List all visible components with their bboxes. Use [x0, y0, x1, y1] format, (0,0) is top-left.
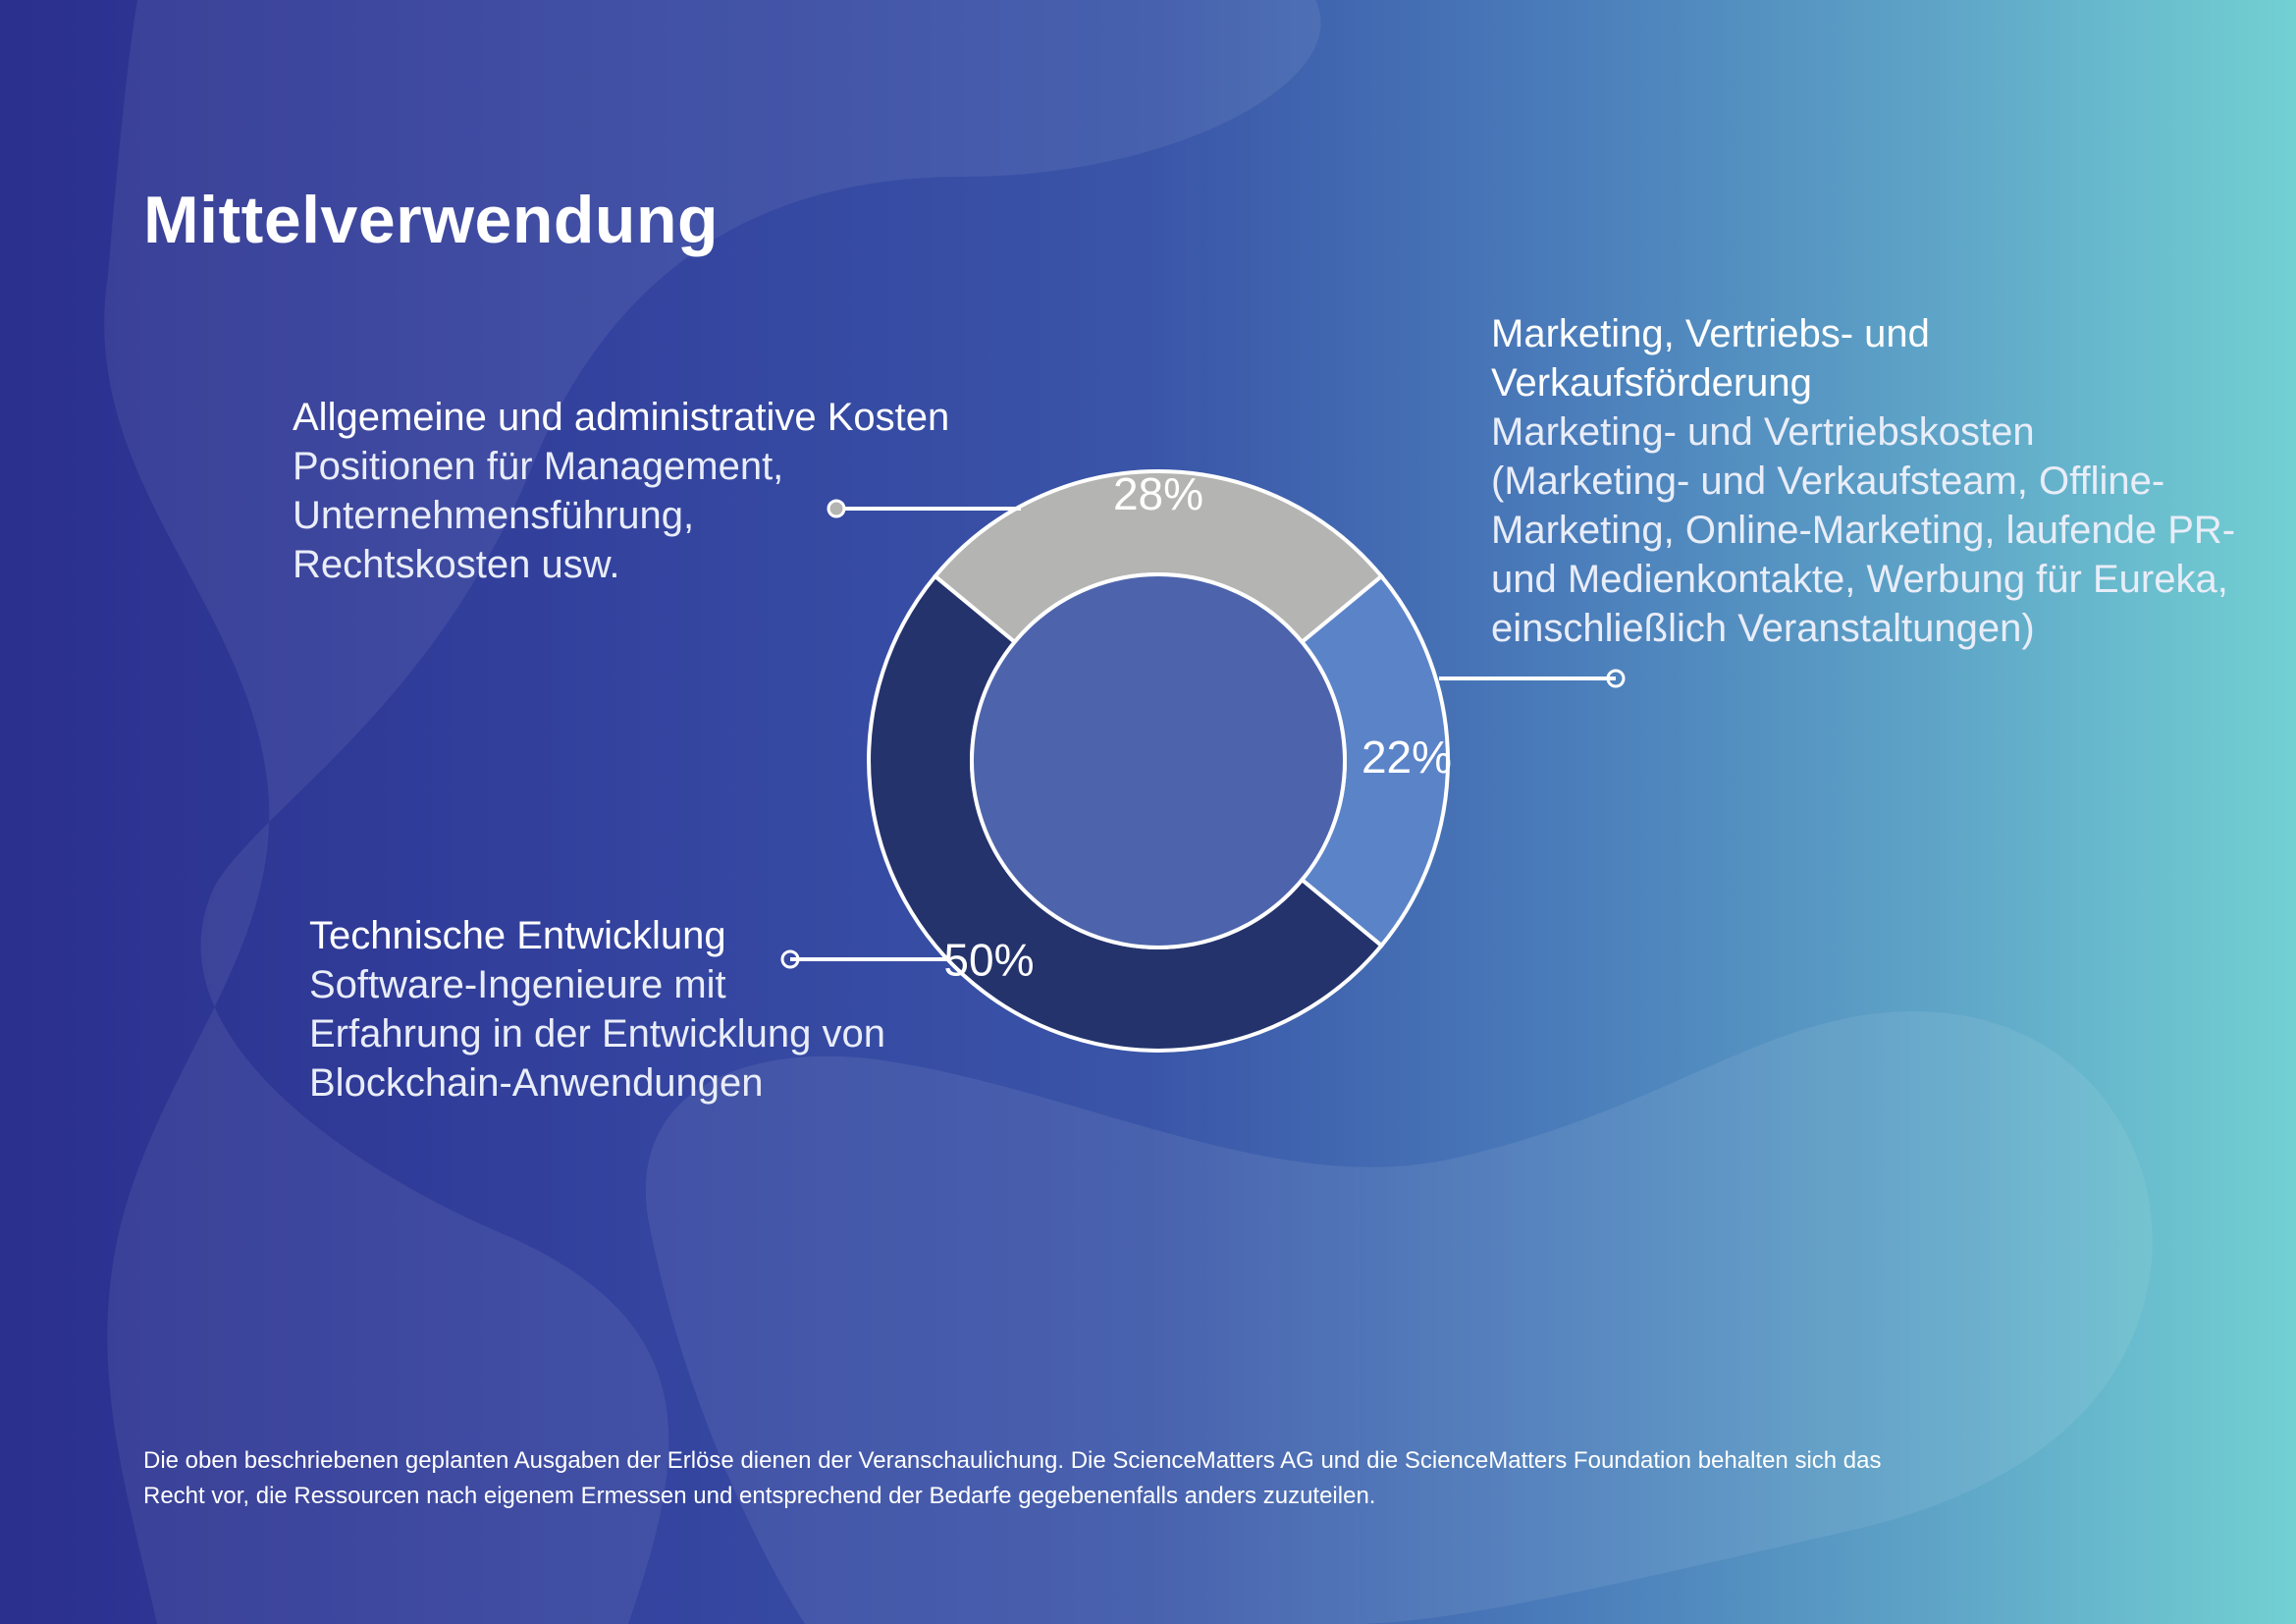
label-marketing-heading	[1491, 309, 2276, 407]
footnote	[143, 1443, 2185, 1514]
label-admin-body-line: Unternehmensführung,	[293, 494, 695, 537]
label-tech-body	[309, 960, 977, 1108]
label-marketing	[1491, 309, 2276, 653]
label-tech	[309, 911, 977, 1108]
label-marketing-body-line: Marketing- und Vertriebskosten	[1491, 410, 2035, 454]
donut-inner-hole	[972, 574, 1345, 947]
label-admin-heading: Allgemeine und administrative Kosten	[293, 396, 950, 439]
footnote-line: Recht vor, die Ressourcen nach eigenem Ermessen und entsprechend der Bedarfe gegebenenfalls anders zuzuteilen.	[143, 1483, 1376, 1509]
label-marketing-body-line: einschließlich Veranstaltungen)	[1491, 607, 2035, 650]
label-marketing-heading-line: Marketing, Vertriebs- und	[1491, 312, 1930, 355]
label-marketing-body-line: und Medienkontakte, Werbung für Eureka,	[1491, 558, 2228, 601]
label-tech-body-line: Blockchain-Anwendungen	[309, 1061, 764, 1105]
label-marketing-body-line: (Marketing- und Verkaufsteam, Offline-	[1491, 460, 2165, 503]
label-admin	[293, 393, 1078, 589]
label-marketing-heading-line: Verkaufsförderung	[1491, 361, 1812, 405]
label-admin-body-line: Rechtskosten usw.	[293, 543, 620, 586]
label-tech-body-line: Software-Ingenieure mit	[309, 963, 726, 1006]
label-marketing-body-line: Marketing, Online-Marketing, laufende PR-	[1491, 509, 2236, 552]
footnote-line: Die oben beschriebenen geplanten Ausgaben der Erlöse dienen der Veranschaulichung. Die ScienceMatters AG und die ScienceMatters Foundation behalten sich das	[143, 1447, 1882, 1474]
label-tech-body-line: Erfahrung in der Entwicklung von	[309, 1012, 885, 1056]
label-tech-heading: Technische Entwicklung	[309, 914, 726, 957]
label-admin-body	[293, 442, 1078, 589]
value-label-admin: 28%	[1112, 468, 1204, 520]
label-admin-body-line: Positionen für Management,	[293, 445, 784, 488]
value-label-marketing: 22%	[1361, 731, 1453, 784]
page-title: Mittelverwendung	[143, 183, 720, 257]
label-marketing-body	[1491, 407, 2276, 653]
value-label-tech: 50%	[943, 934, 1035, 986]
